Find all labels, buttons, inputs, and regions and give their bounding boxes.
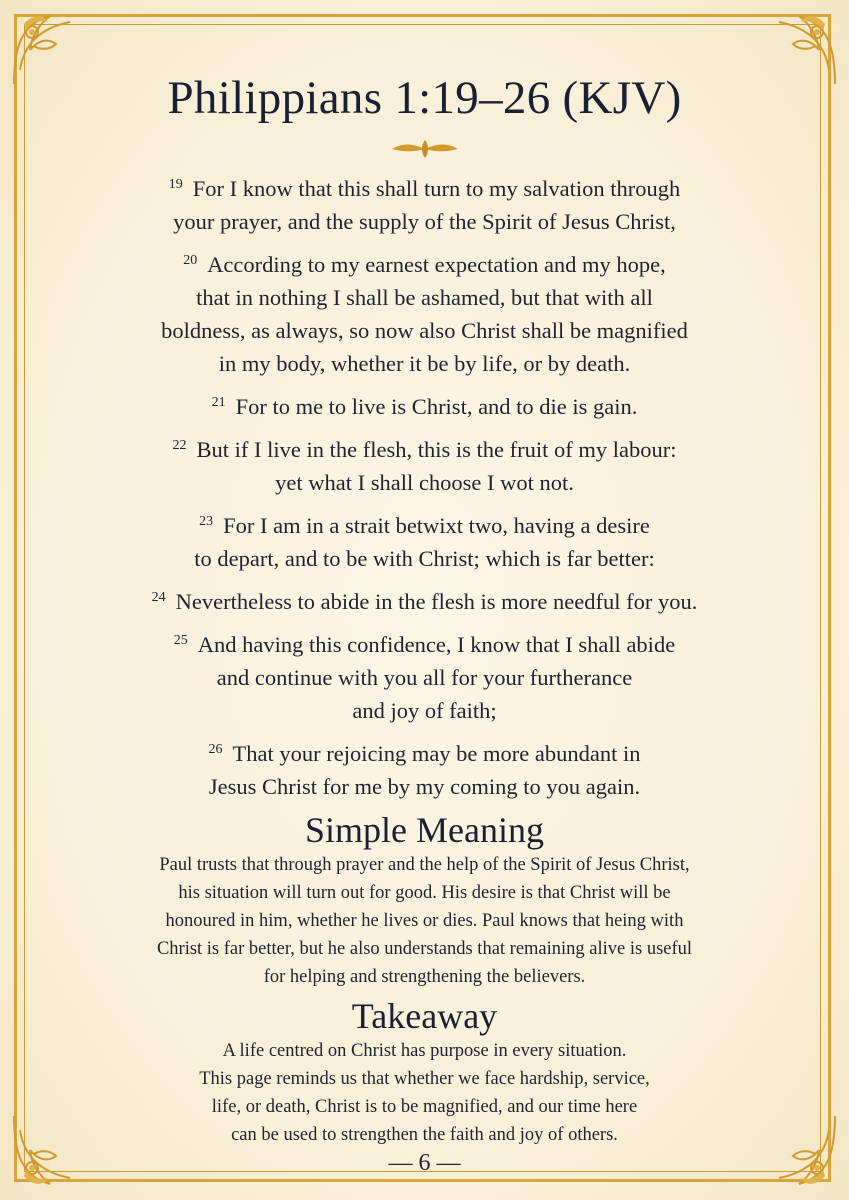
meaning-text: Paul trusts that through prayer and the help of the Spirit of Jesus Christ, his situation will turn out for good. His desire is that Christ will be honoured in him, whether he lives or dies. Paul knows that heing with Christ is far better, but he also understands that remaining alive is useful for helping and strengthening the believers. xyxy=(156,855,693,987)
takeaway-text: A life centred on Christ has purpose in every situation. This page reminds us that whether we face hardship, service, life, or death, Christ is to be magnified, and our time here can be used to strengthen the faith and joy of others. xyxy=(199,1041,650,1145)
verse-number: 20 xyxy=(183,253,198,268)
verse xyxy=(60,386,789,423)
fleuron-divider-icon xyxy=(390,138,460,160)
verse xyxy=(60,733,789,803)
verse-list xyxy=(60,168,789,803)
verse-text: Nevertheless to abide in the flesh is more needful for you. xyxy=(175,589,698,614)
verse-text: According to my earnest expectation and my hope, that in nothing I shall be ashamed, but that with all boldness, as always, so now also Christ shall be magnified in my body, whether it be by life, or by death. xyxy=(161,252,688,376)
verse-text: For to me to live is Christ, and to die is gain. xyxy=(235,394,638,419)
page-number: — 6 — xyxy=(388,1150,461,1176)
verse xyxy=(60,624,789,727)
verse-text: That your rejoicing may be more abundant in Jesus Christ for me by my coming to you again. xyxy=(208,741,641,799)
verse xyxy=(60,168,789,238)
verse-text: For I am in a strait betwixt two, having a desire to depart, and to be with Christ; which is far better: xyxy=(194,513,655,571)
verse xyxy=(60,581,789,618)
verse-number: 22 xyxy=(172,438,187,453)
verse xyxy=(60,244,789,380)
takeaway-heading: Takeaway xyxy=(351,996,498,1036)
verse xyxy=(60,505,789,575)
meaning-heading: Simple Meaning xyxy=(305,810,544,850)
verse-number: 23 xyxy=(199,514,214,529)
verse-text: And having this confidence, I know that I shall abide and continue with you all for your furtherance and joy of faith; xyxy=(197,632,676,723)
verse-text: For I know that this shall turn to my salvation through your prayer, and the supply of the Spirit of Jesus Christ, xyxy=(173,176,681,234)
page-title: Philippians 1:19–26 (KJV) xyxy=(167,72,682,124)
verse-number: 21 xyxy=(211,395,226,410)
verse-number: 25 xyxy=(173,633,188,648)
verse-number: 19 xyxy=(168,177,183,192)
verse-number: 26 xyxy=(208,742,223,757)
verse xyxy=(60,429,789,499)
verse-number: 24 xyxy=(151,590,166,605)
page-content xyxy=(60,66,789,1149)
verse-text: But if I live in the flesh, this is the fruit of my labour: yet what I shall choose I wot not. xyxy=(196,437,677,495)
